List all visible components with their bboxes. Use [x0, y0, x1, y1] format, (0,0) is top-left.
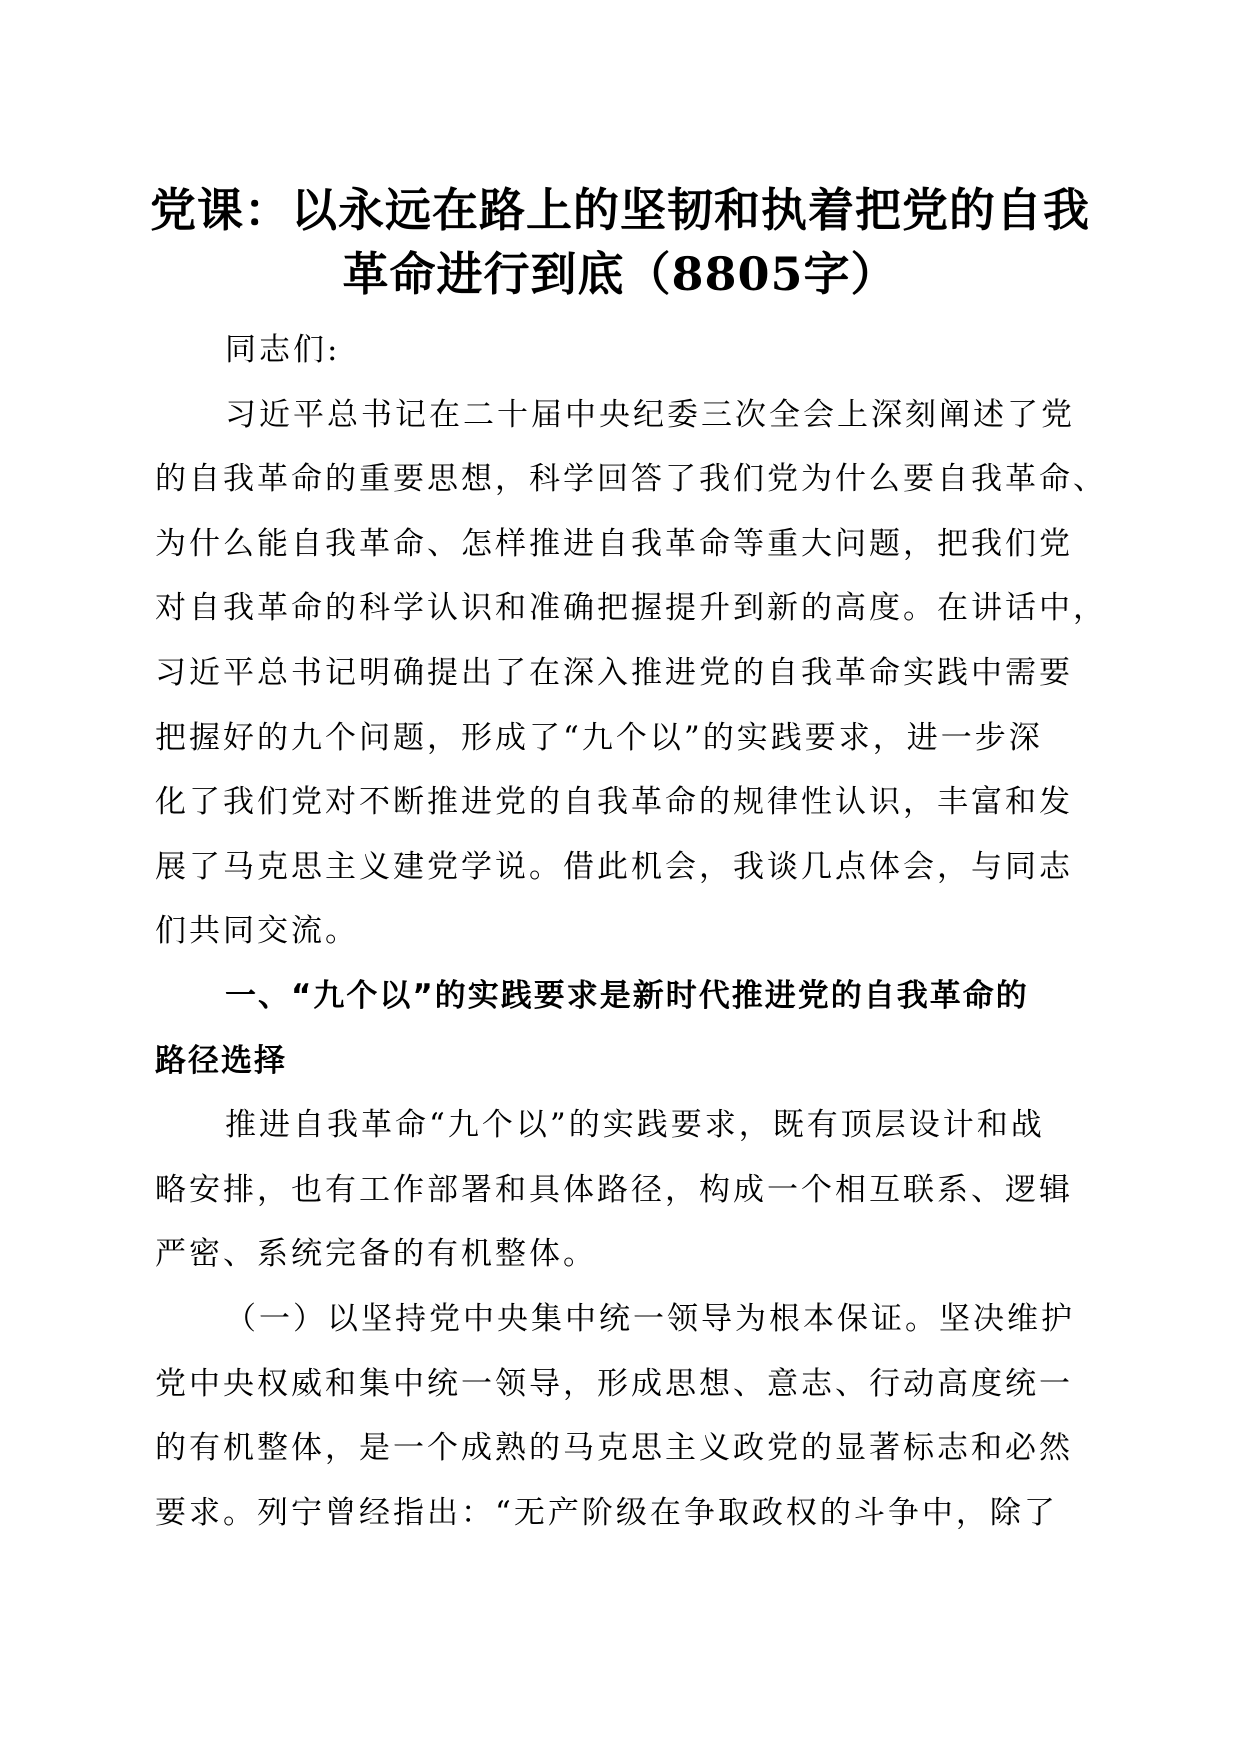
paragraph-line: 要求。列宁曾经指出：“无产阶级在争取政权的斗争中，除了	[155, 1494, 1058, 1531]
paragraph-line: 为什么能自我革命、怎样推进自我革命等重大问题，把我们党	[155, 525, 1073, 562]
paragraph-line: 把握好的九个问题，形成了“九个以”的实践要求，进一步深	[155, 719, 1043, 756]
paragraph-line: 的有机整体，是一个成熟的马克思主义政党的显著标志和必然	[155, 1430, 1073, 1467]
paragraph-line: 的自我革命的重要思想，科学回答了我们党为什么要自我革命、	[155, 461, 1107, 498]
paragraph-line: （一）以坚持党中央集中统一领导为根本保证。坚决维护	[225, 1300, 1075, 1337]
paragraph-intro	[155, 383, 1107, 964]
document-body	[155, 318, 1107, 1545]
paragraph-line: 习近平总书记在二十届中央纪委三次全会上深刻阐述了党	[225, 396, 1075, 433]
heading-line: 一、“九个以”的实践要求是新时代推进党的自我革命的	[225, 977, 1029, 1014]
paragraph-line: 严密、系统完备的有机整体。	[155, 1236, 597, 1273]
paragraph-line: 略安排，也有工作部署和具体路径，构成一个相互联系、逻辑	[155, 1171, 1073, 1208]
salutation: 同志们:	[225, 332, 341, 368]
paragraph-line: 展了马克思主义建党学说。借此机会，我谈几点体会，与同志	[155, 848, 1073, 885]
section-heading-1	[155, 964, 1085, 1093]
document-title	[150, 178, 1090, 306]
title-line: 党课：以永远在路上的坚韧和执着把党的自我	[150, 183, 1090, 237]
paragraph-section-intro	[155, 1093, 1085, 1287]
paragraph-subsection-1	[155, 1287, 1085, 1545]
heading-line: 路径选择	[155, 1042, 287, 1079]
title-line: 革命进行到底（8805字）	[342, 247, 898, 301]
paragraph-line: 对自我革命的科学认识和准确把握提升到新的高度。在讲话中，	[155, 590, 1107, 627]
paragraph-line: 推进自我革命“九个以”的实践要求，既有顶层设计和战	[225, 1107, 1045, 1144]
paragraph-line: 党中央权威和集中统一领导，形成思想、意志、行动高度统一	[155, 1365, 1073, 1402]
paragraph-line: 化了我们党对不断推进党的自我革命的规律性认识，丰富和发	[155, 784, 1073, 821]
paragraph-line: 习近平总书记明确提出了在深入推进党的自我革命实践中需要	[155, 654, 1073, 691]
paragraph-line: 们共同交流。	[155, 913, 359, 950]
